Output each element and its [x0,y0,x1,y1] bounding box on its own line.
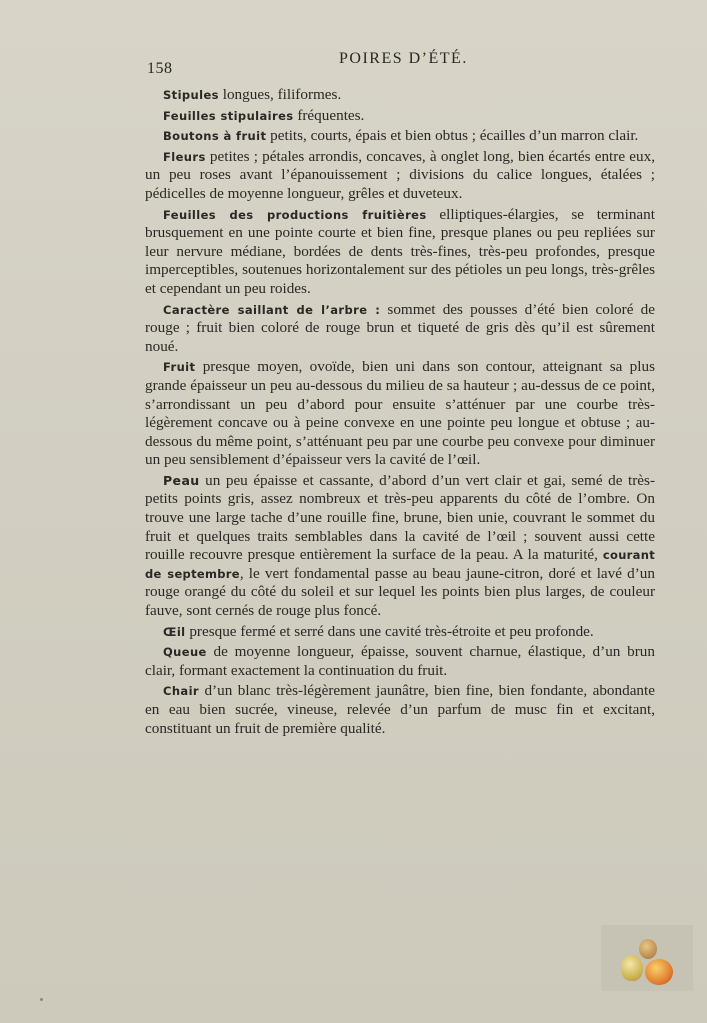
term-label: Caractère saillant de l’arbre : [163,302,381,317]
paragraph-queue [145,643,655,680]
term-label: Stipules [163,88,219,102]
paragraph-caractere [145,301,655,357]
term-label: Peau [163,472,200,488]
paragraph-body: de moyenne longueur, épaisse, souvent charnue, élastique, d’un brun clair, formant exactement la continuation du fruit. [145,643,655,679]
paragraph-feuilles-stipulaires [145,107,655,126]
paragraph-stipules [145,86,655,105]
paragraph-body: petits, courts, épais et bien obtus ; écailles d’un marron clair. [266,127,639,145]
term-label: Œil [163,624,186,639]
term-label: Boutons à fruit [163,129,267,144]
description-text [145,86,655,740]
pear-icon [639,939,657,959]
paragraph-body: d’un blanc très-légèrement jaunâtre, bien fine, bien fondante, abondante en eau bien sucrée, vineuse, relevée d’un parfum de musc fin et excitant, constituant un fruit de première qualité. [145,682,655,737]
page-number: 158 [147,60,173,77]
paragraph-body: un peu épaisse et cassante, d’abord d’un vert clair et gai, semé de très-petits points gris, assez nombreux et très-peu apparents du côté de l’ombre. On trouve une large tache d’une rouille fine, brune, bien unie, couvrant le sommet du fruit et quelques traits semblables dans la cavité de l’œil ; souvent aussi cette rouille recouvre presque entièrement la surface de la peau. A la maturité, [145,471,655,564]
paragraph-body: elliptiques-élargies, se terminant brusquement en une pointe courte et bien fine, presque planes ou peu repliées sur leur nervure médiane, bordées de dents très-fines, très-peu profondes, presque imperceptibles, soutenues horizontalement sur des pétioles un peu longs, très-grêles et cependant un peu roides. [145,205,655,297]
page-header [147,50,657,78]
paragraph-body: sommet des pousses d’été bien coloré de rouge ; fruit bien coloré de rouge brun et tiqueté de gris dès qu’il est sûrement noué. [145,300,655,355]
term-label: Feuilles stipulaires [163,108,294,123]
term-label: Queue [163,645,207,660]
term-label: Fruit [163,360,196,375]
paragraph-boutons [145,127,655,146]
term-label: Feuilles des productions fruitières [163,207,427,222]
paragraph-fruit [145,358,655,470]
paragraph-oeil [145,623,655,642]
paragraph-feuilles-productions [145,206,655,299]
running-title: POIRES D’ÉTÉ. [339,50,468,67]
term-label: Fleurs [163,149,206,164]
paragraph-peau [145,472,655,621]
paragraph-body: fréquentes. [293,106,365,124]
inline-term-label: courant de septembre [145,548,655,581]
term-label: Chair [163,684,200,699]
paragraph-body: longues, filiformes. [218,86,342,103]
paragraph-fleurs [145,148,655,204]
fruit-thumbnail-image [601,925,693,991]
paragraph-body: presque fermé et serré dans une cavité très-étroite et peu profonde. [185,622,594,640]
pear-icon [621,955,643,981]
paragraph-body-end: , le vert fondamental passe au beau jaune-citron, doré et lavé d’un rouge orangé du côté du soleil et sur lequel les points bien plus larges, de couleur fauve, sont cernés de rouge plus foncé. [145,564,655,620]
apple-icon [645,959,673,985]
paragraph-chair [145,682,655,738]
paragraph-body: presque moyen, ovoïde, bien uni dans son contour, atteignant sa plus grande épaisseur un peu au-dessous du milieu de sa hauteur ; au-dessus de ce point, s’arrondissant un peu d’abord pour ensuite s’atténuer par une courbe très-légèrement concave ou à peine convexe en une pointe peu longue et obtuse ; au-dessous du même point, s’atténuant peu par une courbe peu convexe pour diminuer un peu sensiblement d’épaisseur vers la cavité de l’œil. [145,358,655,469]
paper-speck [40,998,43,1001]
paragraph-body: petites ; pétales arrondis, concaves, à onglet long, bien écartés entre eux, un peu roses avant l’épanouissement ; divisions du calice longues, étalées ; pédicelles de moyenne longueur, grêles et duveteux. [145,147,655,202]
